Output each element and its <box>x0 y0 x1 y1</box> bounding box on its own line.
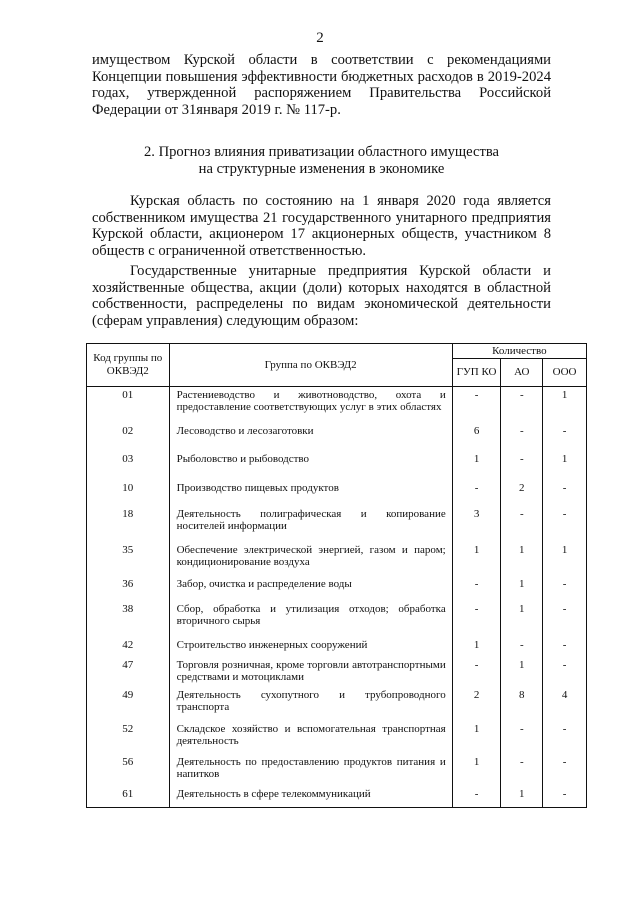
table-row <box>87 451 587 480</box>
row-gup: - <box>452 480 501 506</box>
header-group: Группа по ОКВЭД2 <box>169 344 452 387</box>
row-name: Лесоводство и лесозаготовки <box>169 423 452 451</box>
row-gup: 1 <box>452 637 501 657</box>
row-ooo: - <box>543 786 587 808</box>
row-code: 42 <box>87 637 170 657</box>
table-row <box>87 637 587 657</box>
okved-table <box>86 343 587 808</box>
row-gup: - <box>452 576 501 601</box>
row-code: 47 <box>87 657 170 687</box>
row-name: Обеспечение электрической энергией, газом и паром; кондиционирование воздуха <box>169 542 452 576</box>
paragraph-ownership: Курская область по состоянию на 1 января 2020 года является собственником имущества 21 государственного унитарного предприятия Курской области, акционером 17 акционерных обществ, участником 8 обществ с ограниченной ответственностью. <box>92 193 551 259</box>
section-heading-line2: на структурные изменения в экономике <box>198 161 445 177</box>
row-code: 10 <box>87 480 170 506</box>
row-ao: 1 <box>501 601 543 637</box>
row-name: Деятельность сухопутного и трубопроводного транспорта <box>169 687 452 721</box>
row-name: Деятельность в сфере телекоммуникаций <box>169 786 452 808</box>
row-code: 36 <box>87 576 170 601</box>
row-gup: 1 <box>452 542 501 576</box>
row-name: Растениеводство и животноводство, охота и предоставление соответствующих услуг в этих областях <box>169 387 452 423</box>
row-ooo: - <box>543 657 587 687</box>
table-row <box>87 657 587 687</box>
row-ooo: 1 <box>543 542 587 576</box>
header-ao: АО <box>501 358 543 386</box>
table-row <box>87 542 587 576</box>
row-gup: - <box>452 601 501 637</box>
row-ooo: - <box>543 754 587 786</box>
row-ooo: 4 <box>543 687 587 721</box>
row-name: Деятельность полиграфическая и копирование носителей информации <box>169 506 452 542</box>
row-ooo: - <box>543 576 587 601</box>
row-code: 02 <box>87 423 170 451</box>
row-ao: - <box>501 506 543 542</box>
row-ao: 8 <box>501 687 543 721</box>
row-gup: 3 <box>452 506 501 542</box>
table-row <box>87 687 587 721</box>
row-name: Складское хозяйство и вспомогательная транспортная деятельность <box>169 721 452 754</box>
paragraph-continuation: имуществом Курской области в соответствии с рекомендациями Концепции повышения эффективности бюджетных расходов в 2019-2024 годах, утвержденной распоряжением Правительства Российской Федерации от 31января 2019 г. № 117-р. <box>92 52 551 118</box>
row-name: Забор, очистка и распределение воды <box>169 576 452 601</box>
row-code: 35 <box>87 542 170 576</box>
row-ooo: - <box>543 480 587 506</box>
header-ooo: ООО <box>543 358 587 386</box>
row-code: 61 <box>87 786 170 808</box>
row-gup: - <box>452 387 501 423</box>
row-ao: 1 <box>501 542 543 576</box>
row-code: 18 <box>87 506 170 542</box>
row-gup: 1 <box>452 721 501 754</box>
row-ooo: 1 <box>543 387 587 423</box>
table-row <box>87 754 587 786</box>
table-row <box>87 480 587 506</box>
section-heading-line1: 2. Прогноз влияния приватизации областного имущества <box>143 144 500 160</box>
table-row <box>87 576 587 601</box>
row-ooo: - <box>543 637 587 657</box>
table-row <box>87 786 587 808</box>
row-ooo: - <box>543 601 587 637</box>
table-row <box>87 506 587 542</box>
row-code: 56 <box>87 754 170 786</box>
header-gup: ГУП КО <box>452 358 501 386</box>
row-code: 01 <box>87 387 170 423</box>
row-ao: - <box>501 451 543 480</box>
row-gup: 2 <box>452 687 501 721</box>
table-row <box>87 387 587 423</box>
row-ao: - <box>501 754 543 786</box>
page-number: 2 <box>316 30 324 46</box>
row-gup: 6 <box>452 423 501 451</box>
row-gup: 1 <box>452 451 501 480</box>
row-name: Строительство инженерных сооружений <box>169 637 452 657</box>
row-code: 03 <box>87 451 170 480</box>
row-code: 49 <box>87 687 170 721</box>
row-name: Торговля розничная, кроме торговли автотранспортными средствами и мотоциклами <box>169 657 452 687</box>
row-name: Сбор, обработка и утилизация отходов; обработка вторичного сырья <box>169 601 452 637</box>
row-name: Деятельность по предоставлению продуктов питания и напитков <box>169 754 452 786</box>
row-ao: - <box>501 721 543 754</box>
row-ooo: - <box>543 423 587 451</box>
row-ooo: - <box>543 721 587 754</box>
table-row <box>87 423 587 451</box>
header-code: Код группы по ОКВЭД2 <box>87 344 170 387</box>
paragraph-distribution: Государственные унитарные предприятия Курской области и хозяйственные общества, акции (доли) которых находятся в областной собственности, распределены по видам экономической деятельности (сферам управления) следующим образом: <box>92 263 551 329</box>
row-gup: - <box>452 786 501 808</box>
row-gup: - <box>452 657 501 687</box>
row-code: 52 <box>87 721 170 754</box>
row-ao: 1 <box>501 576 543 601</box>
row-ao: 2 <box>501 480 543 506</box>
row-ooo: - <box>543 506 587 542</box>
row-name: Рыболовство и рыбоводство <box>169 451 452 480</box>
table-row <box>87 601 587 637</box>
row-name: Производство пищевых продуктов <box>169 480 452 506</box>
section-heading <box>92 144 551 178</box>
row-gup: 1 <box>452 754 501 786</box>
row-ao: - <box>501 423 543 451</box>
row-ao: - <box>501 637 543 657</box>
row-ao: 1 <box>501 786 543 808</box>
row-ao: - <box>501 387 543 423</box>
row-ooo: 1 <box>543 451 587 480</box>
header-quantity: Количество <box>452 344 586 359</box>
table-row <box>87 721 587 754</box>
row-code: 38 <box>87 601 170 637</box>
row-ao: 1 <box>501 657 543 687</box>
